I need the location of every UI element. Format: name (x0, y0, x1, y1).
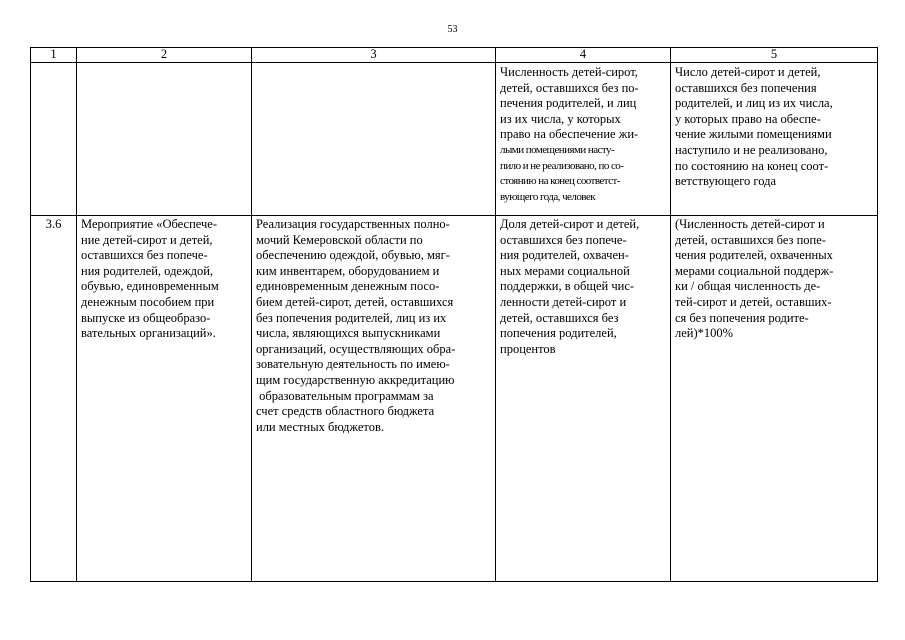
cell-line: по состоянию на конец соот- (675, 158, 829, 173)
cell-formula (671, 216, 878, 582)
cell-line: детей, оставшихся без попе- (675, 232, 826, 247)
cell-line: оставшихся без попече- (81, 248, 208, 263)
cell-line: обеспечению одеждой, обувью, мяг- (256, 248, 450, 263)
cell-line: организаций, осуществляющих обра- (256, 341, 456, 356)
column-header-4: 4 (496, 48, 671, 63)
page-number: 53 (447, 24, 458, 35)
cell-description (252, 216, 496, 582)
cell-line: чение жилыми помещениями (675, 127, 832, 142)
cell-indicator (496, 63, 671, 216)
cell-line: без попечения родителей, лиц из их (256, 310, 447, 325)
cell-activity-empty (77, 63, 252, 216)
cell-line: денежным пособием при (81, 294, 215, 309)
cell-line: единовременным денежным посо- (256, 279, 440, 294)
cell-line: обувью, единовременным (81, 279, 219, 294)
cell-formula (671, 63, 878, 216)
cell-line: родителей, и лиц из их числа, (675, 96, 833, 111)
cell-line: выпуске из общеобразо- (81, 310, 211, 325)
cell-line: попечения родителей, (500, 326, 617, 341)
column-header-1: 1 (31, 48, 77, 63)
cell-line: зовательную деятельность по имею- (256, 357, 450, 372)
cell-line: ветствующего года (675, 174, 777, 189)
cell-line: мочий Кемеровской области по (256, 232, 423, 247)
column-number-row (31, 48, 878, 63)
cell-line: ки / общая численность де- (675, 279, 821, 294)
cell-line: чения родителей, охваченных (675, 248, 833, 263)
cell-line: Реализация государственных полно- (256, 217, 450, 231)
cell-line: ние детей-сирот и детей, (81, 232, 213, 247)
cell-line: образовательным программам за (256, 388, 434, 403)
cell-indicator (496, 216, 671, 582)
cell-line: ся без попечения родите- (675, 310, 809, 325)
table-row-continued (31, 63, 878, 216)
cell-line: Число детей-сирот и детей, (675, 65, 821, 79)
cell-number-empty (31, 63, 77, 216)
cell-line: ленности детей-сирот и (500, 294, 627, 309)
cell-line: процентов (500, 341, 556, 356)
cell-line: детей, оставшихся без (500, 310, 619, 325)
cell-activity (77, 216, 252, 582)
cell-line: ния родителей, одеждой, (81, 263, 214, 278)
cell-line: стоянию на конец соответст- (500, 175, 620, 188)
cell-description-empty (252, 63, 496, 216)
cell-line: лыми помещениями насту- (500, 143, 615, 156)
cell-line: вательных организаций». (81, 326, 216, 341)
cell-line: Численность детей-сирот, (500, 65, 638, 79)
cell-line: у которых право на обеспе- (675, 111, 821, 126)
cell-line: Доля детей-сирот и детей, (500, 217, 640, 231)
cell-line: печения родителей, и лиц (500, 96, 637, 111)
cell-line: поддержки, в общей чис- (500, 279, 635, 294)
table-row-3-6 (31, 216, 878, 582)
cell-line: пило и не реализовано, по со- (500, 159, 624, 172)
column-header-5: 5 (671, 48, 878, 63)
cell-line: счет средств областного бюджета (256, 404, 435, 419)
cell-line: числа, являющихся выпускниками (256, 326, 441, 341)
cell-line: или местных бюджетов. (256, 419, 385, 434)
cell-line: ким инвентарем, оборудованием и (256, 263, 440, 278)
cell-line: оставшихся без попечения (675, 80, 817, 95)
cell-line: право на обеспечение жи- (500, 127, 639, 142)
cell-line: из их числа, у которых (500, 111, 621, 126)
cell-line: мерами социальной поддерж- (675, 263, 834, 278)
cell-line: оставшихся без попече- (500, 232, 627, 247)
cell-line: тей-сирот и детей, оставших- (675, 294, 832, 309)
cell-line: наступило и не реализовано, (675, 142, 828, 157)
document-table (30, 47, 878, 582)
cell-line: вующего года, человек (500, 190, 595, 203)
cell-line: ния родителей, охвачен- (500, 248, 629, 263)
cell-line: щим государственную аккредитацию (256, 372, 455, 387)
cell-line: лей)*100% (675, 326, 734, 341)
cell-line: ных мерами социальной (500, 263, 630, 278)
cell-line: бием детей-сирот, детей, оставшихся (256, 294, 454, 309)
cell-line: (Численность детей-сирот и (675, 217, 825, 231)
column-header-2: 2 (77, 48, 252, 63)
cell-number: 3.6 (31, 216, 77, 582)
cell-line: детей, оставшихся без по- (500, 80, 639, 95)
column-header-3: 3 (252, 48, 496, 63)
cell-line: Мероприятие «Обеспече- (81, 217, 218, 231)
